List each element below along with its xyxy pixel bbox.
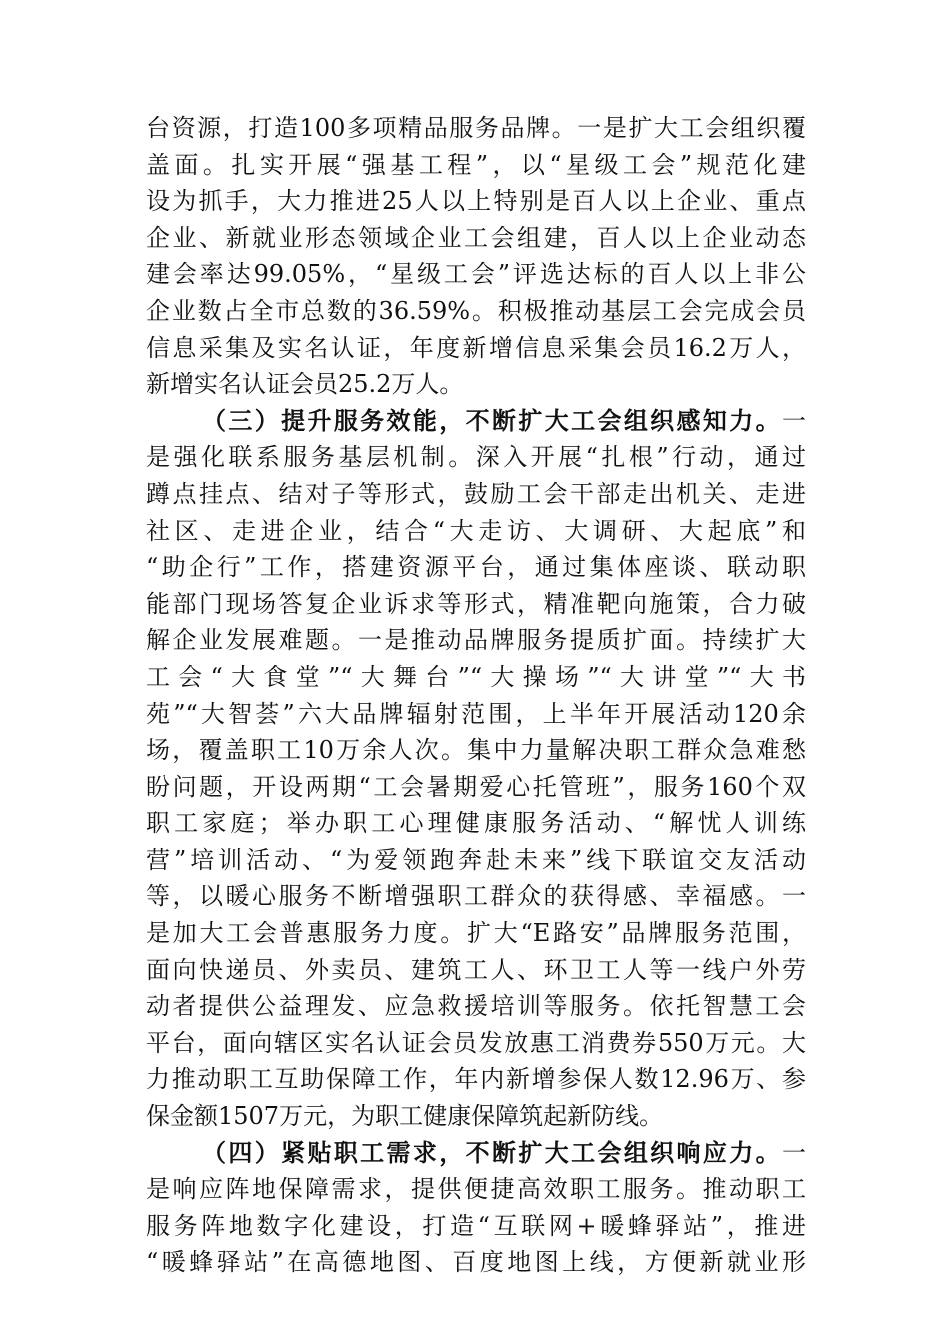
- text-line: “助企行”工作，搭建资源平台，通过集体座谈、联动职: [146, 553, 806, 582]
- text-line: 职工家庭；举办职工心理健康服务活动、“解忧人训练: [146, 809, 806, 838]
- paragraph-first-line: [146, 403, 806, 440]
- text-line: “暖蜂驿站”在高德地图、百度地图上线，方便新就业形: [146, 1248, 806, 1277]
- text-line: 场，覆盖职工10万余人次。集中力量解决职工群众急难愁: [146, 736, 806, 765]
- document-body: [146, 110, 806, 1281]
- text-line: 建会率达99.05%，“星级工会”评选达标的百人以上非公: [146, 260, 806, 289]
- text-line: 盼问题，开设两期“工会暑期爱心托管班”，服务160个双: [146, 772, 806, 801]
- text-line: 蹲点挂点、结对子等形式，鼓励工会干部走出机关、走进: [146, 479, 806, 508]
- text-line: 动者提供公益理发、应急救援培训等服务。依托智慧工会: [146, 992, 806, 1021]
- text-line: 是响应阵地保障需求，提供便捷高效职工服务。推动职工: [146, 1175, 806, 1204]
- text-line: 平台，面向辖区实名认证会员发放惠工消费券550万元。大: [146, 1028, 806, 1057]
- text-line: 企业数占全市总数的36.59%。积极推动基层工会完成会员: [146, 296, 806, 325]
- text-line: 社区、走进企业，结合“大走访、大调研、大起底”和: [146, 516, 806, 545]
- text-line: 盖面。扎实开展“强基工程”，以“星级工会”规范化建: [146, 150, 806, 179]
- text-line: 能部门现场答复企业诉求等形式，精准靶向施策，合力破: [146, 589, 806, 618]
- text-line: 是强化联系服务基层机制。深入开展“扎根”行动，通过: [146, 443, 806, 472]
- text-line: 力推动职工互助保障工作，年内新增参保人数12.96万、参: [146, 1065, 806, 1094]
- paragraph-first-line: [146, 1135, 806, 1172]
- text-line: 解企业发展难题。一是推动品牌服务提质扩面。持续扩大: [146, 626, 806, 655]
- text-line: 新增实名认证会员25.2万人。: [146, 370, 464, 399]
- text-line: 营”培训活动、“为爱领跑奔赴未来”线下联谊交友活动: [146, 845, 806, 874]
- section-heading: （四）紧贴职工需求，不断扩大工会组织响应力。: [202, 1137, 782, 1167]
- text-span: 一: [782, 406, 806, 435]
- text-line: 是加大工会普惠服务力度。扩大“E路安”品牌服务范围，: [146, 919, 806, 948]
- text-line: 面向快递员、外卖员、建筑工人、环卫工人等一线户外劳: [146, 955, 806, 984]
- text-line: 台资源，打造100多项精品服务品牌。一是扩大工会组织覆: [146, 114, 806, 142]
- text-line: 工会“大食堂”“大舞台”“大操场”“大讲堂”“大书: [146, 662, 806, 691]
- text-line: 苑”“大智荟”六大品牌辐射范围，上半年开展活动120余: [146, 699, 806, 728]
- text-line: 设为抓手，大力推进25人以上特别是百人以上企业、重点: [146, 187, 806, 216]
- text-line: 信息采集及实名认证，年度新增信息采集会员16.2万人，: [146, 333, 806, 362]
- text-line: 服务阵地数字化建设，打造“互联网+暖蜂驿站”，推进: [146, 1211, 806, 1240]
- text-line: 等，以暖心服务不断增强职工群众的获得感、幸福感。一: [146, 882, 806, 911]
- text-line: 企业、新就业形态领域企业工会组建，百人以上企业动态: [146, 223, 806, 252]
- text-span: 一: [782, 1138, 806, 1167]
- section-heading: （三）提升服务效能，不断扩大工会组织感知力。: [202, 405, 782, 435]
- text-line: 保金额1507万元，为职工健康保障筑起新防线。: [146, 1102, 664, 1131]
